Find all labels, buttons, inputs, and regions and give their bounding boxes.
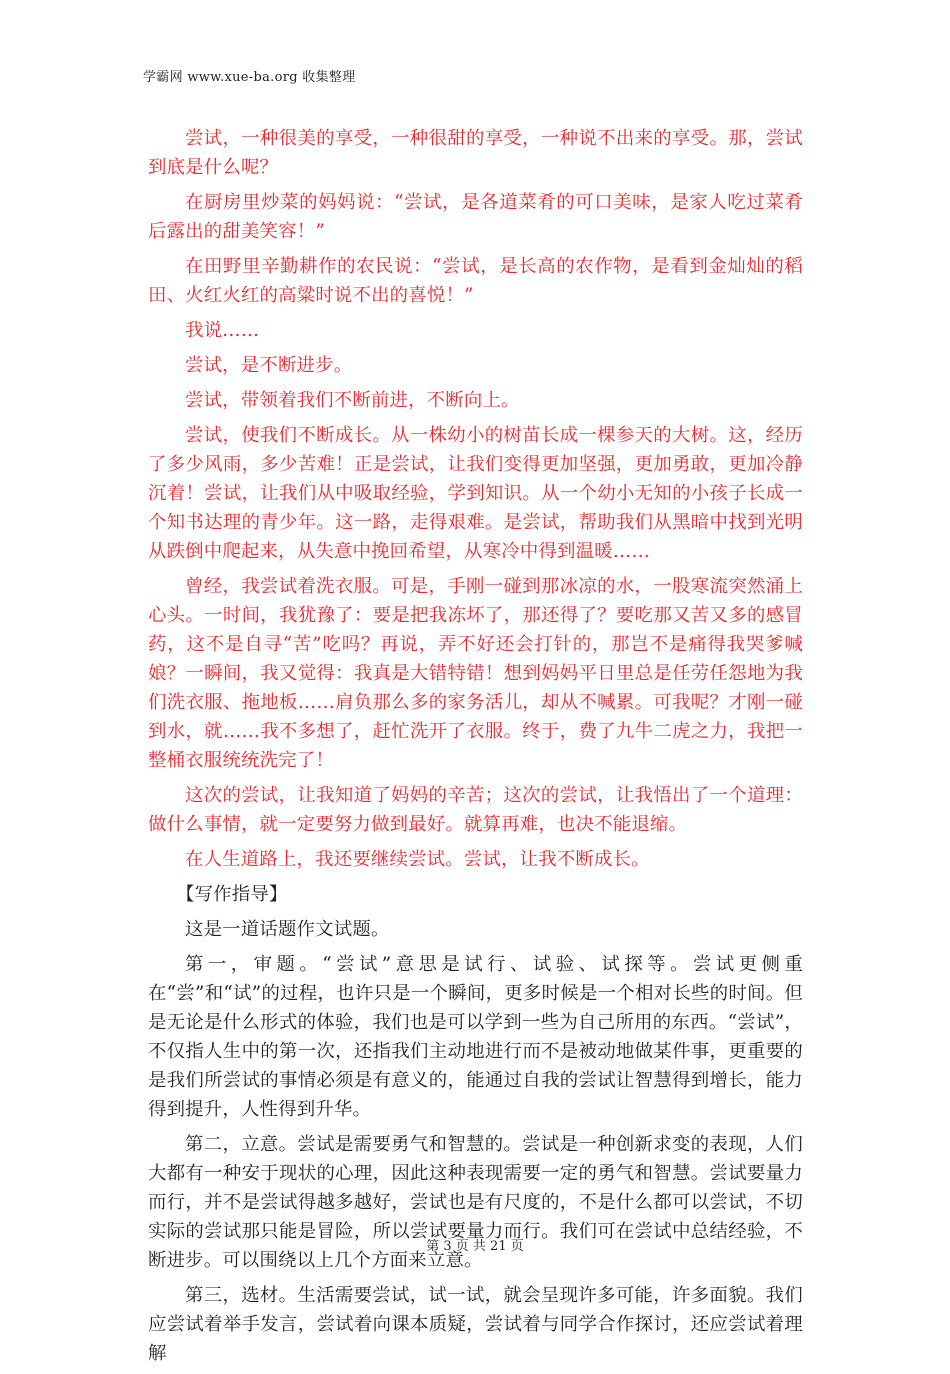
essay-paragraph: 在田野里辛勤耕作的农民说：“尝试，是长高的农作物，是看到金灿灿的稻田、火红火红的高粱时说不出的喜悦！” <box>148 256 803 306</box>
essay-paragraph: 曾经，我尝试着洗衣服。可是，手刚一碰到那冰凉的水，一股寒流突然涌上心头。一时间，我犹豫了：要是把我冻坏了，那还得了？要吃那又苦又多的感冒药，这不是自寻“苦”吃吗？再说，弄不好还会打针的，那岂不是痛得我哭爹喊娘？一瞬间，我又觉得：我真是大错特错！想到妈妈平日里总是任劳任怨地为我们洗衣服、拖地板……肩负那么多的家务活儿，却从不喊累。可我呢？才刚一碰到水，就……我不多想了，赶忙洗开了衣服。终于，费了九牛二虎之力，我把一整桶衣服统统洗完了！ <box>148 576 803 771</box>
guide-paragraph: 第三，选材。生活需要尝试，试一试，就会呈现许多可能，许多面貌。我们应尝试着举手发言，尝试着向课本质疑，尝试着与同学合作探讨，还应尝试着理解 <box>148 1285 803 1364</box>
essay-paragraph: 尝试，使我们不断成长。从一株幼小的树苗长成一棵参天的大树。这，经历了多少风雨，多少苦难！正是尝试，让我们变得更加坚强，更加勇敢，更加冷静沉着！尝试，让我们从中吸取经验，学到知识。从一个幼小无知的小孩子长成一个知书达理的青少年。这一路，走得艰难。是尝试，帮助我们从黑暗中找到光明从跌倒中爬起来，从失意中挽回希望，从寒冷中得到温暖…… <box>148 425 803 562</box>
essay-paragraph: 在人生道路上，我还要继续尝试。尝试，让我不断成长。 <box>185 849 650 870</box>
guide-paragraph: 第一，审题。“尝试”意思是试行、试验、试探等。尝试更侧重在“尝”和“试”的过程，也许只是一个瞬间，更多时候是一个相对长些的时间。但是无论是什么形式的体验，我们也是可以学到一些为自己所用的东西。“尝试”，不仅指人生中的第一次，还指我们主动地进行而不是被动地做某件事，更重要的是我们所尝试的事情必须是有意义的，能通过自我的尝试让智慧得到增长，能力得到提升，人性得到升华。 <box>148 954 803 1120</box>
guide-paragraph: 第二，立意。尝试是需要勇气和智慧的。尝试是一种创新求变的表现，人们大都有一种安于现状的心理，因此这种表现需要一定的勇气和智慧。尝试要量力而行，并不是尝试得越多越好，尝试也是有尺度的，不是什么都可以尝试，不切实际的尝试那只能是冒险，所以尝试要量力而行。我们可在尝试中总结经验，不断进步。可以围绕以上几个方面来立意。 <box>148 1134 803 1271</box>
page-header: 学霸网 www.xue-ba.org 收集整理 <box>143 70 356 85</box>
page-footer: 第 3 页 共 21 页 <box>426 1239 524 1254</box>
essay-paragraph: 在厨房里炒菜的妈妈说：“尝试，是各道菜肴的可口美味，是家人吃过菜肴后露出的甜美笑容！” <box>148 192 803 242</box>
document-body <box>148 124 803 1374</box>
essay-paragraph: 我说…… <box>185 320 260 341</box>
guide-heading: 【写作指导】 <box>176 884 288 905</box>
essay-paragraph: 尝试，一种很美的享受，一种很甜的享受，一种说不出来的享受。那，尝试到底是什么呢？ <box>148 128 803 178</box>
essay-paragraph: 尝试，是不断进步。 <box>185 355 353 376</box>
guide-paragraph: 这是一道话题作文试题。 <box>185 919 390 940</box>
essay-paragraph: 这次的尝试，让我知道了妈妈的辛苦；这次的尝试，让我悟出了一个道理：做什么事情，就一定要努力做到最好。就算再难，也决不能退缩。 <box>148 785 803 835</box>
essay-paragraph: 尝试，带领着我们不断前进，不断向上。 <box>185 390 520 411</box>
